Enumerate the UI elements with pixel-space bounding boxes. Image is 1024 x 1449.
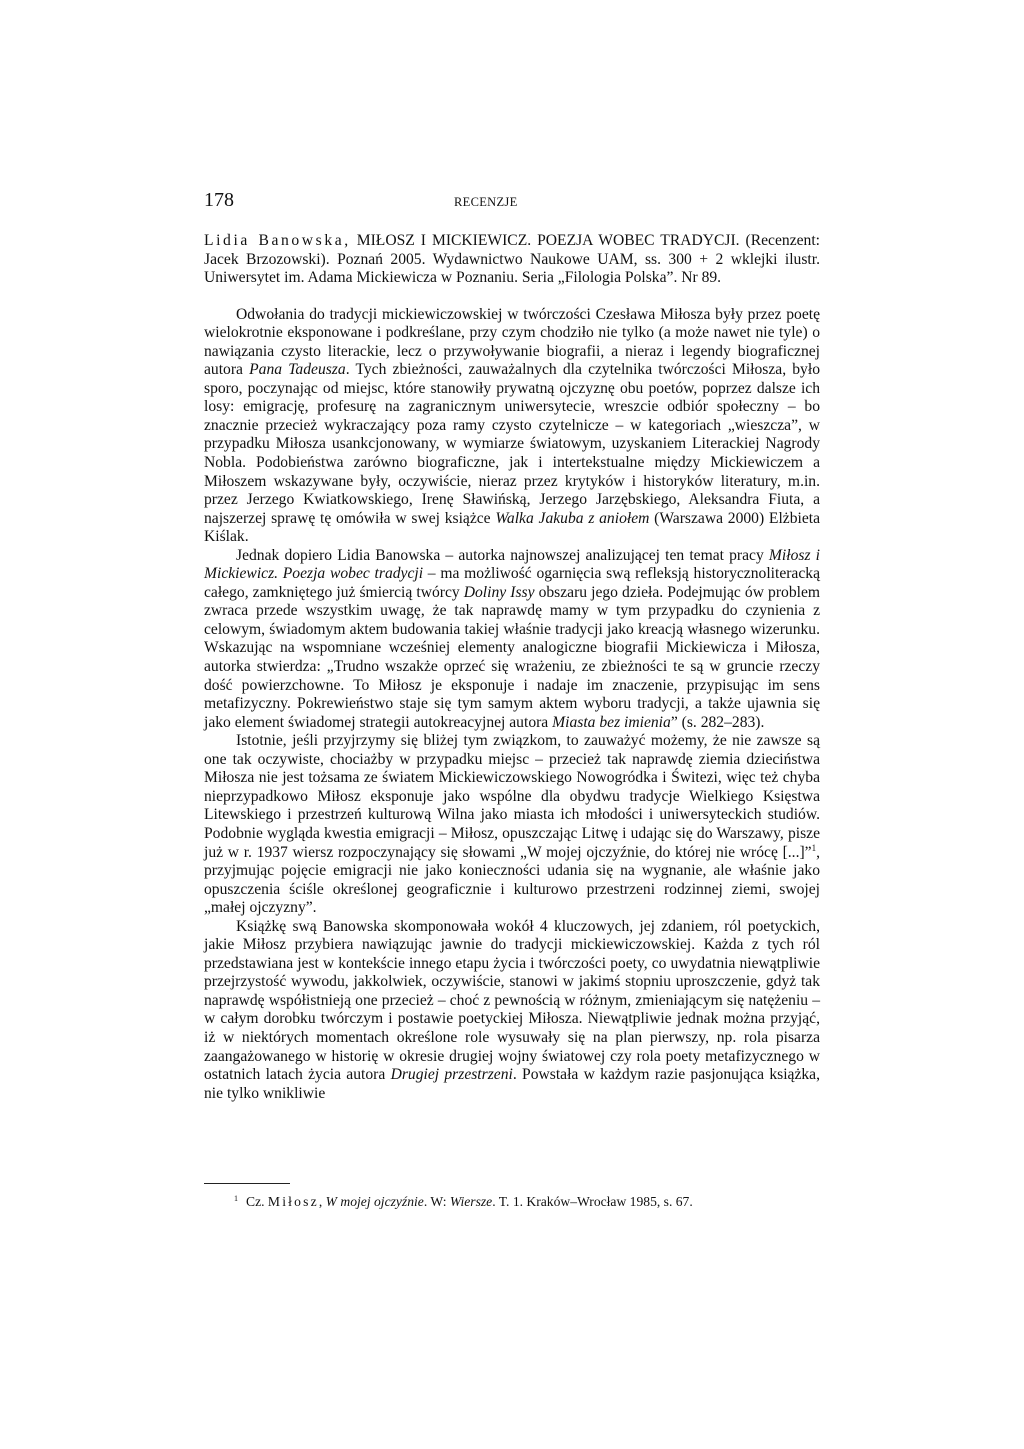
paragraph-text: Istotnie, jeśli przyjrzymy się bliżej tym związkom, to zauważyć możemy, że nie zawsze są one tak oczywiste, chociażby w przypadku miejsc – przecież tak naprawdę ziemia dzieciństwa Miłosza nie jest tożsama ze światem Mickiewiczowskiego Nowogródka i Świtezi, więc też chyba nieprzypadkowo Miłosz eksponuje jako wspólne dla obydwu tradycje Wielkiego Księstwa Litewskiego i przestrzeń kulturową Wilna jako miasta ich młodości i uniwersyteckich studiów. Podobnie wygląda kwestia emigracji – Miłosz, opuszczając Litwę i udając się do Warszawy, pisze już w r. 1937 wiersz rozpoczynający się słowami „W mojej ojczyźnie, do której nie wrócę [...]” [204,732,820,861]
bibliographic-entry [204,232,820,288]
paragraph-text: , przyjmując pojęcie emigracji nie jako konieczności udania się na wygnanie, ale właśnie jako opuszczenia ściśle określonej geograficznie i kulturowo przestrzeni rodzinnej ziemi, swojej „małej ojczyzny”. [204,843,820,917]
paragraph-text: Odwołania do tradycji mickiewiczowskiej w twórczości Czesława Miłosza były przez poetę wielokrotnie eksponowane i podkreślane, przy czym chodziło nie tylko (a może nawet nie tyle) o nawiązania czysto literackie, lecz o przywoływanie biografii, a nieraz i legendy biograficznej autora [204,305,820,379]
footnote-author: Miłosz [267,1194,319,1209]
paragraph-2 [204,547,820,732]
reviewed-author: Lidia Banowska, [204,232,351,249]
italic-title: Walka Jakuba z aniołem [495,509,650,527]
paragraph-4 [204,918,820,1103]
footnote-text: . T. 1. Kraków–Wrocław 1985, s. 67. [492,1194,693,1209]
review-body [204,232,820,1103]
footnote [234,1194,820,1210]
footnote-reference: 1 [811,842,817,853]
paragraph-1 [204,306,820,547]
italic-title: Drugiej przestrzeni [390,1066,513,1084]
footnote-number: 1 [234,1194,238,1203]
paragraph-text: Jednak dopiero Lidia Banowska – autorka najnowszej analizującej ten temat pracy [236,546,769,564]
running-head: RECENZJE [454,195,518,209]
paragraph-text: Książkę swą Banowska skomponowała wokół 4 kluczowych, jej zdaniem, ról poetyckich, jakie Miłosz przybiera nawiązując jawnie do tradycji mickiewiczowskiej. Każda z tych ról przedstawiana jest w kontekście innego etapu życia i twórczości poety, co uwydatnia niewątpliwie przejrzystość wywodu, jakkolwiek, oczywiście, stanowi w jakimś stopniu uproszczenie, gdyż tak naprawdę współistnieją one przecież – choć z pewnością w różnym, zmieniającym się natężeniu – w całym dorobku twórczym i postawie poetyckiej Miłosza. Niewątpliwie jednak można przyjąć, iż w niektórych momentach określone role wysuwały się na plan pierwszy, np. rola pisarza zaangażowanego w historię w okresie drugiej wojny światowej czy rola poety metafizycznego w ostatnich latach życia autora [204,917,820,1084]
footnote-title: Wiersze [449,1194,493,1209]
italic-title: Miasta bez imienia [552,713,671,731]
italic-title: Pana Tadeusza [249,361,346,379]
paragraph-text: ” (s. 282–283). [670,713,765,731]
footnote-title: W mojej ojczyźnie [325,1194,424,1209]
page-number: 178 [204,189,234,211]
paragraph-3 [204,732,820,917]
bibliographic-details: MIŁOSZ I MICKIEWICZ. POEZJA WOBEC TRADYCJI. (Recenzent: Jacek Brzozowski). Poznań 2005. Wydawnictwo Naukowe UAM, ss. 300 + 2 wklejki ilustr. Uniwersytet im. Adama Mickiewicza w Poznaniu. Seria „Filologia Polska”. Nr 89. [204,232,821,287]
footnote-text: Cz. [246,1194,268,1209]
footnote-divider [204,1183,290,1184]
paragraph-text: – ma możliwość ogarnięcia swą refleksją historycznoliteracką całego, zamkniętego już śmiercią twórcy [204,565,820,601]
footnote-text: , [318,1194,326,1209]
footnote-text: . W: [423,1194,450,1209]
paragraph-text: obszaru jego dzieła. Podejmując ów problem zwraca przede wszystkim uwagę, że tak naprawdę mamy w tym przypadku do czynienia z celowym, świadomym aktem budowania takiej właśnie tradycji jako kreacją własnego wizerunku. Wskazując na wspomniane wcześniej elementy analogiczne biografii Mickiewicza i Miłosza, autorka stwierdza: „Trudno wszakże oprzeć się wrażeniu, ze zbieżności te są w gruncie rzeczy dość powierzchowne. To Miłosz je eksponuje i nadaje im znaczenie, przypisując im sens metafizyczny. Pokrewieństwo staje się tym samym aktem wyboru tradycji, a także ujawnia się jako element świadomej strategii autokreacyjnej autora [204,583,821,731]
paragraph-text: . Tych zbieżności, zauważalnych dla czytelnika twórczości Miłosza, było sporo, poczynając od miejsc, które stanowiły prywatną ojczyznę obu poetów, poprzez dalsze ich losy: emigrację, profesurę na zagranicznym uniwersytecie, wreszcie odbiór społeczny – bo znacznie przecież wykraczający poza ramy czysto czytelnicze – w kategoriach „wieszcza”, w przypadku Miłosza usankcjonowany, w wymiarze światowym, uzyskaniem Literackiej Nagrody Nobla. Podobieństwa zarówno biograficzne, jak i intertekstualne między Mickiewiczem a Miłoszem wskazywane były, oczywiście, nieraz przez krytyków i historyków literatury, m.in. przez Jerzego Kwiatkowskiego, Irenę Sławińską, Jerzego Jarzębskiego, Aleksandra Fiuta, a najszerzej sprawę tę omówiła w swej książce [204,361,820,527]
italic-title: Miłosz i Mickiewicz. Poezja wobec tradycji [204,546,820,583]
italic-title: Doliny Issy [463,583,535,601]
paragraph-text: . Powstała w każdym razie pasjonująca książka, nie tylko wnikliwie [204,1066,820,1102]
paragraph-text: (Warszawa 2000) Elżbieta Kiślak. [204,509,821,546]
